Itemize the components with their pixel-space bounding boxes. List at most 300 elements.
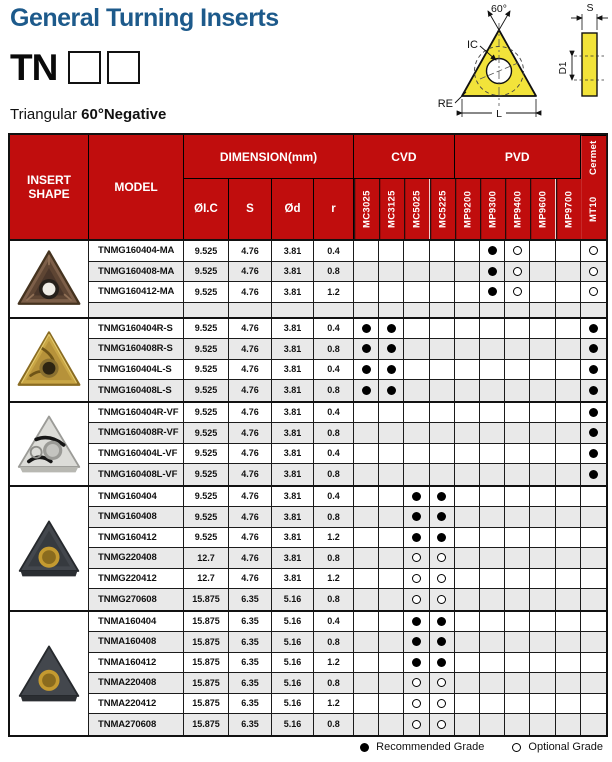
grade-cell-mc5025	[404, 339, 429, 360]
grade-cell-mc5025	[404, 548, 429, 569]
grade-cell-mp9400	[505, 589, 530, 610]
inserts-table	[8, 133, 608, 737]
dimension-value-cell: 12.7	[184, 548, 229, 569]
optional-dot-icon	[512, 743, 521, 752]
grade-cell-mp9300	[480, 241, 505, 262]
grade-cell-mp9300	[480, 282, 505, 303]
recommended-grade-dot	[437, 512, 446, 521]
grade-cell-mp9200	[455, 548, 480, 569]
optional-grade-dot	[437, 699, 446, 708]
angle-label: 60°	[491, 3, 507, 15]
dimension-value-cell: 4.76	[229, 507, 272, 528]
grade-cell-mp9300	[480, 548, 505, 569]
dimension-value-cell: 0.8	[314, 632, 354, 653]
grade-cell-mp9200	[455, 612, 480, 633]
col-header-grade-mc3125: MC3125	[379, 179, 404, 239]
grade-cell-mc5225	[430, 653, 455, 674]
dimension-value-cell: 9.525	[184, 528, 229, 549]
optional-grade-dot	[513, 246, 522, 255]
grade-cell-mc3025	[354, 403, 379, 424]
subtitle-plain: Triangular	[10, 106, 82, 123]
grade-cell-mp9400	[505, 423, 530, 444]
grade-cell-mc3125	[379, 487, 404, 508]
grade-cell-mp9600	[530, 528, 555, 549]
grade-cell-mp9700	[556, 528, 581, 549]
grade-cell-mt10	[581, 464, 606, 485]
grade-cell-mc3125	[379, 444, 404, 465]
grade-cell-mt10	[581, 507, 606, 528]
dimension-value-cell: 0.8	[314, 423, 354, 444]
dimension-value-cell: 0.8	[314, 339, 354, 360]
col-header-grade-mp9600: MP9600	[530, 179, 555, 239]
grade-cell-mt10	[581, 632, 606, 653]
grade-cell-mc3025	[354, 507, 379, 528]
insert-group-s-gold	[10, 317, 606, 401]
dimension-value-cell: 3.81	[272, 548, 314, 569]
grade-cell-mc5225	[430, 339, 455, 360]
recommended-grade-dot	[412, 617, 421, 626]
grade-cell-mp9200	[455, 694, 480, 715]
recommended-grade-dot	[412, 637, 421, 646]
grade-cell-mc3125	[379, 339, 404, 360]
grade-cell-mp9600	[530, 360, 555, 381]
grade-cell-mc5225	[430, 403, 455, 424]
grade-cell-mp9600	[530, 569, 555, 590]
dimension-value-cell: 3.81	[272, 464, 314, 485]
grade-cell-mc3125	[379, 528, 404, 549]
dimension-value-cell: 9.525	[184, 403, 229, 424]
dimension-value-cell: 15.875	[184, 632, 229, 653]
model-cell: TNMA160412	[89, 653, 184, 674]
model-cell: TNMG220412	[89, 569, 184, 590]
recommended-grade-dot	[589, 365, 598, 374]
model-cell: TNMG160408-MA	[89, 262, 184, 283]
grade-cell-mp9600	[530, 339, 555, 360]
grade-cell-mc5225	[430, 262, 455, 283]
grade-cell-mc5025	[404, 360, 429, 381]
grade-cell-mp9400	[505, 612, 530, 633]
grade-cell-mt10	[581, 653, 606, 674]
dimension-value-cell: 0.8	[314, 589, 354, 610]
grade-cell-mp9700	[556, 241, 581, 262]
grade-cell-mp9300	[480, 653, 505, 674]
dimension-value-cell: 4.76	[229, 339, 272, 360]
grade-cell-mp9400	[505, 319, 530, 340]
insert-group-tnmg-dark	[10, 485, 606, 610]
grade-cell-mp9400	[505, 282, 530, 303]
model-cell: TNMA270608	[89, 714, 184, 735]
dimension-value-cell: 4.76	[229, 548, 272, 569]
dimension-value-cell: 1.2	[314, 653, 354, 674]
grade-cell-mp9600	[530, 444, 555, 465]
grade-cell-mc3025	[354, 673, 379, 694]
grade-cell-mp9700	[556, 444, 581, 465]
page-title: General Turning Inserts	[10, 4, 279, 32]
dimension-value-cell: 3.81	[272, 380, 314, 401]
recommended-grade-dot	[589, 428, 598, 437]
recommended-grade-dot	[412, 658, 421, 667]
model-cell: TNMG160404L-VF	[89, 444, 184, 465]
dimension-value-cell: 15.875	[184, 612, 229, 633]
grade-cell-mc3125	[379, 569, 404, 590]
dimension-value-cell: 4.76	[229, 569, 272, 590]
ic-label: IC	[467, 39, 478, 51]
grade-cell-mc3025	[354, 464, 379, 485]
dimension-value-cell: 0.4	[314, 360, 354, 381]
col-header-grade-mp9400: MP9400	[505, 179, 530, 239]
insert-shape-image-cell	[10, 487, 89, 610]
col-header-grade-mp9700: MP9700	[556, 179, 581, 239]
recommended-grade-dot	[589, 408, 598, 417]
grade-cell-mt10	[581, 444, 606, 465]
grade-cell-mc3025	[354, 589, 379, 610]
model-cell: TNMG160408	[89, 507, 184, 528]
side-view	[558, 2, 608, 96]
grade-cell-mp9600	[530, 612, 555, 633]
dimension-value-cell: 3.81	[272, 444, 314, 465]
insert-photo-vf-silver	[16, 413, 82, 475]
grade-cell-mt10	[581, 569, 606, 590]
model-cell: TNMG160404R-S	[89, 319, 184, 340]
grade-legend	[360, 741, 603, 753]
grade-cell-mc3025	[354, 319, 379, 340]
dimension-value-cell: 0.4	[314, 319, 354, 340]
placeholder-square-1	[68, 51, 101, 84]
grade-cell-mp9200	[455, 282, 480, 303]
grade-cell-mp9400	[505, 673, 530, 694]
grade-cell-mp9200	[455, 589, 480, 610]
dimension-value-cell: 0.8	[314, 464, 354, 485]
grade-cell-mp9300	[480, 694, 505, 715]
grade-cell-mc3025	[354, 548, 379, 569]
grade-cell-mc3025	[354, 241, 379, 262]
grade-cell-mp9300	[480, 339, 505, 360]
grade-cell-mc3125	[379, 241, 404, 262]
grade-cell-mc3125	[379, 507, 404, 528]
col-header-grade-mp9300: MP9300	[480, 179, 505, 239]
grade-cell-mc3125	[379, 694, 404, 715]
col-header-grade-mc5225: MC5225	[430, 179, 455, 239]
col-header-grade-mt10: MT10	[581, 179, 606, 239]
grade-cell-mp9700	[556, 632, 581, 653]
optional-grade-dot	[437, 720, 446, 729]
dimension-value-cell: 9.525	[184, 282, 229, 303]
dimension-value-cell: 4.76	[229, 241, 272, 262]
grade-cell-mp9200	[455, 464, 480, 485]
dimension-value-cell: 3.81	[272, 360, 314, 381]
dimension-value-cell: 4.76	[229, 360, 272, 381]
insert-group-tnma-dark	[10, 610, 606, 735]
grade-cell-mp9700	[556, 507, 581, 528]
grade-cell-mt10	[581, 262, 606, 283]
grade-cell-mp9200	[455, 403, 480, 424]
grade-cell-mp9700	[556, 694, 581, 715]
grade-cell-mc5025	[404, 569, 429, 590]
optional-grade-dot	[589, 267, 598, 276]
dimension-value-cell: 15.875	[184, 714, 229, 735]
spacer-cell	[89, 303, 184, 317]
model-cell: TNMG160412	[89, 528, 184, 549]
col-header-dim-1: S	[229, 179, 272, 239]
grade-cell-mp9300	[480, 464, 505, 485]
placeholder-square-2	[107, 51, 140, 84]
dimension-value-cell: 6.35	[229, 653, 272, 674]
dimension-value-cell: 4.76	[229, 380, 272, 401]
model-cell: TNMG160408R-VF	[89, 423, 184, 444]
grade-cell-mc5025	[404, 507, 429, 528]
series-code: TN	[10, 47, 58, 88]
grade-cell-mp9600	[530, 319, 555, 340]
insert-shape-image-cell	[10, 241, 89, 317]
insert-photo-s-gold	[16, 329, 82, 391]
grade-cell-mp9300	[480, 714, 505, 735]
dimension-value-cell: 5.16	[272, 653, 314, 674]
grade-cell-mp9400	[505, 464, 530, 485]
optional-grade-dot	[437, 595, 446, 604]
grade-cell-mp9300	[480, 528, 505, 549]
grade-cell-mc5225	[430, 423, 455, 444]
grade-cell-mc5225	[430, 360, 455, 381]
insert-shape-image-cell	[10, 319, 89, 401]
grade-cell-mp9400	[505, 444, 530, 465]
grade-cell-mt10	[581, 319, 606, 340]
insert-group-vf-silver	[10, 401, 606, 485]
dimension-value-cell: 9.525	[184, 487, 229, 508]
dimension-value-cell: 6.35	[229, 612, 272, 633]
grade-cell-mp9300	[480, 612, 505, 633]
spacer-cell	[379, 303, 404, 317]
grade-cell-mc3025	[354, 528, 379, 549]
dimension-value-cell: 9.525	[184, 507, 229, 528]
model-cell: TNMG220408	[89, 548, 184, 569]
grade-cell-mt10	[581, 282, 606, 303]
spacer-cell	[229, 303, 272, 317]
optional-grade-dot	[412, 595, 421, 604]
spacer-cell	[556, 303, 581, 317]
dimension-value-cell: 5.16	[272, 714, 314, 735]
model-cell: TNMG270608	[89, 589, 184, 610]
dimension-value-cell: 1.2	[314, 569, 354, 590]
grade-cell-mt10	[581, 548, 606, 569]
grade-cell-mp9400	[505, 653, 530, 674]
grade-cell-mp9400	[505, 569, 530, 590]
dimension-value-cell: 0.8	[314, 548, 354, 569]
grade-cell-mp9600	[530, 282, 555, 303]
re-label: RE	[437, 98, 453, 110]
grade-cell-mt10	[581, 241, 606, 262]
grade-cell-mt10	[581, 528, 606, 549]
grade-cell-mc3125	[379, 612, 404, 633]
dimension-value-cell: 3.81	[272, 262, 314, 283]
dimension-value-cell: 4.76	[229, 528, 272, 549]
spacer-cell	[404, 303, 429, 317]
grade-cell-mp9700	[556, 262, 581, 283]
dimension-value-cell: 1.2	[314, 282, 354, 303]
grade-cell-mp9300	[480, 507, 505, 528]
grade-cell-mc5225	[430, 464, 455, 485]
grade-cell-mp9700	[556, 569, 581, 590]
dimension-value-cell: 3.81	[272, 423, 314, 444]
recommended-grade-dot	[437, 617, 446, 626]
dimension-value-cell: 3.81	[272, 487, 314, 508]
dimension-value-cell: 9.525	[184, 241, 229, 262]
grade-cell-mc3125	[379, 380, 404, 401]
dimension-value-cell: 4.76	[229, 487, 272, 508]
grade-cell-mc5025	[404, 714, 429, 735]
grade-cell-mc5025	[404, 241, 429, 262]
grade-cell-mc3125	[379, 464, 404, 485]
optional-grade-dot	[412, 720, 421, 729]
recommended-grade-dot	[387, 365, 396, 374]
optional-grade-dot	[412, 699, 421, 708]
grade-cell-mp9300	[480, 589, 505, 610]
grade-cell-mp9600	[530, 548, 555, 569]
grade-cell-mc5225	[430, 282, 455, 303]
dimension-value-cell: 6.35	[229, 632, 272, 653]
grade-cell-mp9400	[505, 339, 530, 360]
dimension-value-cell: 3.81	[272, 569, 314, 590]
grade-cell-mc3025	[354, 569, 379, 590]
grade-cell-mp9400	[505, 360, 530, 381]
grade-cell-mp9300	[480, 262, 505, 283]
grade-cell-mc3025	[354, 632, 379, 653]
grade-cell-mp9300	[480, 444, 505, 465]
grade-cell-mp9700	[556, 403, 581, 424]
dimension-value-cell: 3.81	[272, 339, 314, 360]
grade-cell-mc5025	[404, 380, 429, 401]
table-header	[10, 135, 606, 239]
grade-cell-mc3025	[354, 694, 379, 715]
recommended-label: Recommended Grade	[376, 741, 485, 753]
grade-cell-mp9300	[480, 319, 505, 340]
optional-grade-dot	[412, 574, 421, 583]
dimension-value-cell: 0.8	[314, 262, 354, 283]
optional-grade-dot	[412, 678, 421, 687]
dimension-value-cell: 9.525	[184, 423, 229, 444]
model-cell: TNMG160408L-S	[89, 380, 184, 401]
grade-cell-mt10	[581, 714, 606, 735]
recommended-dot-icon	[360, 743, 369, 752]
grade-cell-mp9200	[455, 444, 480, 465]
model-cell: TNMA220408	[89, 673, 184, 694]
recommended-grade-dot	[412, 533, 421, 542]
grade-cell-mt10	[581, 612, 606, 633]
grade-cell-mp9400	[505, 694, 530, 715]
spacer-cell	[530, 303, 555, 317]
grade-cell-mp9400	[505, 380, 530, 401]
grade-cell-mp9200	[455, 339, 480, 360]
dimension-value-cell: 9.525	[184, 380, 229, 401]
dimension-value-cell: 0.4	[314, 444, 354, 465]
grade-cell-mp9400	[505, 507, 530, 528]
dimension-value-cell: 4.76	[229, 319, 272, 340]
recommended-grade-dot	[362, 344, 371, 353]
grade-cell-mp9600	[530, 403, 555, 424]
dimension-value-cell: 5.16	[272, 589, 314, 610]
grade-cell-mc3125	[379, 673, 404, 694]
grade-cell-mc5025	[404, 262, 429, 283]
spacer-cell	[272, 303, 314, 317]
optional-grade-dot	[513, 267, 522, 276]
col-header-dim-0: ØI.C	[184, 179, 229, 239]
grade-cell-mp9300	[480, 632, 505, 653]
recommended-grade-dot	[437, 492, 446, 501]
grade-cell-mc5225	[430, 632, 455, 653]
dimension-value-cell: 0.8	[314, 714, 354, 735]
grade-cell-mt10	[581, 360, 606, 381]
dimension-value-cell: 6.35	[229, 589, 272, 610]
dimension-value-cell: 5.16	[272, 694, 314, 715]
model-cell: TNMG160404L-S	[89, 360, 184, 381]
grade-cell-mt10	[581, 339, 606, 360]
grade-cell-mc3125	[379, 714, 404, 735]
insert-photo-ma-bronze	[16, 248, 82, 310]
grade-cell-mc3025	[354, 380, 379, 401]
grade-cell-mp9600	[530, 589, 555, 610]
grade-cell-mp9700	[556, 360, 581, 381]
dimension-value-cell: 9.525	[184, 444, 229, 465]
dimension-value-cell: 4.76	[229, 464, 272, 485]
grade-cell-mp9200	[455, 632, 480, 653]
grade-cell-mc3025	[354, 487, 379, 508]
grade-cell-mp9200	[455, 319, 480, 340]
grade-cell-mp9700	[556, 673, 581, 694]
grade-cell-mc3125	[379, 403, 404, 424]
grade-cell-mp9400	[505, 548, 530, 569]
grade-cell-mc5225	[430, 507, 455, 528]
col-header-insert-shape: INSERT SHAPE	[10, 135, 89, 239]
dimension-value-cell: 0.4	[314, 487, 354, 508]
grade-cell-mp9600	[530, 673, 555, 694]
recommended-grade-dot	[362, 386, 371, 395]
grade-cell-mc3025	[354, 714, 379, 735]
dimension-value-cell: 9.525	[184, 262, 229, 283]
grade-cell-mp9600	[530, 507, 555, 528]
grade-cell-mc3125	[379, 589, 404, 610]
recommended-grade-dot	[488, 246, 497, 255]
grade-cell-mc5225	[430, 380, 455, 401]
insert-photo-tnmg-dark	[16, 517, 82, 579]
grade-cell-mp9300	[480, 403, 505, 424]
dimension-value-cell: 1.2	[314, 528, 354, 549]
grade-cell-mp9300	[480, 380, 505, 401]
optional-grade-dot	[437, 678, 446, 687]
dimension-value-cell: 0.8	[314, 673, 354, 694]
recommended-grade-dot	[437, 533, 446, 542]
model-cell: TNMG160404R-VF	[89, 403, 184, 424]
grade-cell-mc5025	[404, 612, 429, 633]
grade-cell-mc5025	[404, 282, 429, 303]
group-header-dimension: DIMENSION(mm)	[184, 135, 354, 179]
grade-cell-mt10	[581, 423, 606, 444]
grade-cell-mc3025	[354, 653, 379, 674]
grade-cell-mp9200	[455, 360, 480, 381]
recommended-grade-dot	[589, 324, 598, 333]
insert-type-subtitle	[10, 106, 166, 123]
grade-cell-mp9600	[530, 423, 555, 444]
grade-cell-mc5025	[404, 464, 429, 485]
grade-cell-mp9600	[530, 464, 555, 485]
grade-cell-mp9700	[556, 319, 581, 340]
grade-cell-mp9600	[530, 241, 555, 262]
insert-shape-image-cell	[10, 403, 89, 485]
grade-cell-mt10	[581, 403, 606, 424]
dimension-value-cell: 3.81	[272, 282, 314, 303]
grade-cell-mc3025	[354, 360, 379, 381]
dimension-value-cell: 4.76	[229, 262, 272, 283]
group-header-cermet: Cermet	[581, 135, 606, 179]
grade-cell-mp9200	[455, 653, 480, 674]
